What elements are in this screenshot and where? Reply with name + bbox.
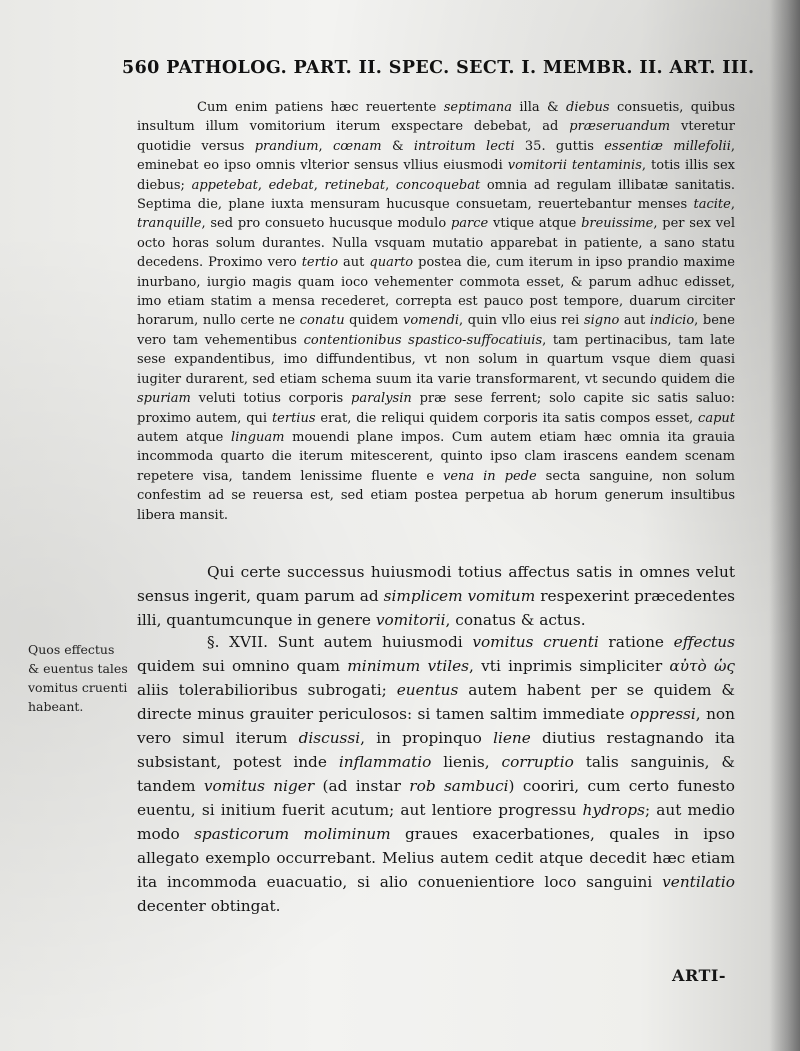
- italic-run: conatu: [299, 313, 345, 329]
- italic-run: breuissime: [581, 216, 654, 232]
- italic-run: præseruandum: [569, 119, 671, 135]
- italic-run: retinebat: [324, 177, 386, 193]
- italic-run: contentionibus spastico-suffocatiuis: [303, 332, 543, 348]
- catchword: ARTI-: [672, 966, 726, 985]
- italic-run: tertio: [301, 255, 339, 271]
- italic-run: simplicem vomitum: [383, 587, 536, 605]
- italic-run: αὐτὸ ὡς: [669, 657, 736, 675]
- italic-run: indicio: [649, 313, 695, 329]
- italic-run: concoquebat: [395, 177, 481, 193]
- italic-run: liene: [493, 729, 531, 747]
- italic-run: corruptio: [501, 753, 574, 771]
- italic-run: vomendi: [403, 313, 460, 329]
- italic-run: cœnam: [333, 138, 382, 154]
- italic-run: euentus: [396, 681, 459, 699]
- italic-run: ventilatio: [662, 873, 735, 891]
- italic-run: spuriam: [137, 391, 191, 407]
- italic-run: parce: [450, 216, 489, 232]
- italic-run: tertius: [271, 410, 316, 426]
- italic-run: effectus: [673, 633, 735, 651]
- italic-run: vena in pede: [443, 468, 537, 484]
- section-xvii-paragraph: §. XVII. Sunt autem huiusmodi vomitus cruenti ratione effectus quidem sui omnino quam minimum vtiles, vti inprimis simpliciter αὐτὸ ὡς aliis tolerabilioribus subrogati; euentus autem habent per se quidem & directe minus grauiter periculosos: si tamen saltim immediate oppressi, non vero simul iterum discussi, in propinquo liene diutius restagnando ita subsistant, potest inde inflammatio lienis, corruptio talis sanguinis, & tandem vomitus niger (ad instar rob sambuci) cooriri, cum certo funesto euentu, si initium fuerit acutum; aut lentiore progressu hydrops; aut medio modo spasticorum moliminum graues exacerbationes, quales in ipso allegato exemplo occurrebant. Melius autem cedit atque decedit hæc etiam ita incommoda euacuatio, si alio conuenientiore loco sanguini ventilatio decenter obtingat.: [137, 633, 736, 915]
- italic-run: caput: [698, 410, 735, 426]
- italic-run: linguam: [231, 429, 285, 445]
- italic-run: prandium: [254, 138, 319, 154]
- italic-run: paralysin: [351, 391, 412, 407]
- margin-note: Quos effectus & euentus tales vomitus cruenti habeant.: [28, 642, 128, 714]
- italic-run: spasticorum moliminum: [194, 825, 391, 843]
- italic-run: hydrops: [582, 801, 645, 819]
- italic-run: vomitus cruenti: [472, 633, 599, 651]
- italic-run: septimana: [443, 100, 512, 115]
- italic-run: discussi: [298, 729, 361, 747]
- italic-run: rob sambuci: [409, 777, 509, 795]
- italic-run: minimum vtiles: [347, 657, 470, 675]
- italic-run: signo: [583, 313, 620, 329]
- italic-run: diebus: [566, 100, 610, 115]
- page-edge-shadow: [770, 0, 800, 1051]
- conclusion-paragraph: Qui certe successus huiusmodi totius affectus satis in omnes velut sensus ingerit, quam parum ad simplicem vomitum respexerint præcedentes illi, quantumcunque in genere vomitorii, conatus & actus.: [137, 563, 735, 629]
- italic-run: vomitus niger: [203, 777, 315, 795]
- italic-run: vomitorii: [375, 611, 446, 629]
- italic-run: quarto: [369, 255, 414, 271]
- case-paragraph: Cum enim patiens hæc reuertente septimana illa & diebus consuetis, quibus insultum illum vomitorium iterum exspectare debebat, ad præseruandum vteretur quotidie versus prandium, cœnam & introitum lecti 35. guttis essentiæ millefolii, eminebat eo ipso omnis vlterior sensus vllius eiusmodi vomitorii tentaminis, totis illis sex diebus; appetebat, edebat, retinebat, concoquebat omnia ad regulam illibatæ sanitatis. Septima die, plane iuxta mensuram hucusque consuetam, reuertebantur menses tacite, tranquille, sed pro consueto hucusque modulo parce vtique atque breuissime, per sex vel octo horas solum durantes. Nulla vsquam mutatio apparebat in patiente, a sano statu decedens. Proximo vero tertio aut quarto postea die, cum iterum in ipso prandio maxime inurbano, iurgio magis quam ioco vehementer commota esset, & parum adhuc edisset, imo etiam statim a mensa recederet, correpta est pauco post tempore, duarum circiter horarum, nullo certe ne conatu quidem vomendi, quin vllo eius rei signo aut indicio, bene vero tam vehementibus contentionibus spastico-suffocatiuis, tam pertinacibus, tam late sese expandentibus, imo diffundentibus, vt non solum in quartum vsque diem quasi iugiter durarent, sed etiam schema suum ita varie transformarent, vt secundo quidem die spuriam veluti totius corporis paralysin præ sese ferrent; solo capite sic satis saluo: proximo autem, qui tertius erat, die reliqui quidem corporis ita satis compos esset, caput autem atque linguam mouendi plane impos. Cum autem etiam hæc omnia ita grauia incommoda quarto die iterum mitescerent, quinto ipso clam irascens eandem scenam repetere visa, tandem lenissime fluente e vena in pede secta sanguine, non solum confestim ad se reuersa est, sed etiam postea perpetua ab horum generum insultibus libera mansit.: [137, 100, 736, 523]
- italic-run: vomitorii tentaminis: [507, 158, 642, 174]
- italic-run: edebat: [268, 177, 314, 193]
- italic-run: appetebat: [191, 177, 258, 193]
- italic-run: oppressi: [630, 705, 696, 723]
- running-head: 560 PATHOLOG. PART. II. SPEC. SECT. I. MEMBR. II. ART. III.: [122, 58, 755, 78]
- italic-run: introitum lecti: [413, 138, 515, 154]
- italic-run: tranquille: [137, 216, 202, 232]
- italic-run: tacite: [693, 197, 731, 213]
- italic-run: essentiæ millefolii: [604, 138, 731, 154]
- italic-run: inflammatio: [338, 753, 432, 771]
